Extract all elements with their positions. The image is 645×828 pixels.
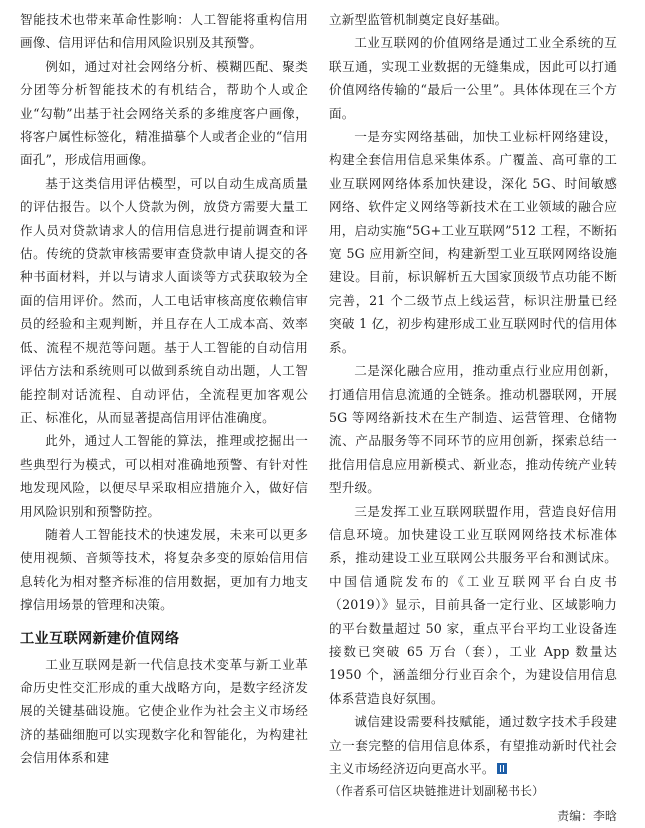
author-note: （作者系可信区块链推进计划副秘书长） (329, 784, 545, 799)
paragraph: 立新型监管机制奠定良好基础。 (329, 12, 508, 27)
paragraph: 例如，通过对社会网络分析、模糊匹配、聚类分团等分析智能技术的有机结合，帮助个人或企业“勾勒”出基于社会网络关系的多维度客户画像，将客户属性标签化，精准描摹个人或者企业的“信用面孔”，形成信用画像。 (20, 58, 308, 168)
paragraph: 二是深化融合应用，推动重点行业应用创新，打通信用信息流通的全链条。推动机器联网，开展 5G 等网络新技术在生产制造、运营管理、仓储物流、产品服务等不同环节的应用创新，探索总结一批信用信息应用新模式、新业态，推动传统产业转型升级。 (329, 363, 617, 496)
paragraph: 基于这类信用评估模型，可以自动生成高质量的评估报告。以个人贷款为例，放贷方需要大量工作人员对贷款请求人的信用信息进行提前调查和评估。传统的贷款审核需要审查贷款申请人提交的各种书面材料，并以与请求人面谈等方式获取较为全面的信用评价。然而，人工电话审核高度依赖信审员的经验和主观判断，并且存在人工成本高、效率低、流程不规范等问题。基于人工智能的自动信用评估方法和系统则可以做到系统自动出题，人工智能控制对话流程、自动评估，全流程更加客观公正、标准化，从而显著提高信用评估准确度。 (20, 175, 308, 425)
closing-paragraph (329, 710, 617, 780)
paragraph: 此外，通过人工智能的算法，推理或挖掘出一些典型行为模式，可以相对准确地预警、有针对性地发现风险，以便尽早采取相应措施介入，做好信用风险识别和预警防控。 (20, 433, 308, 519)
paragraph: 工业互联网是新一代信息技术变革与新工业革命历史性交汇形成的重大战略方向，是数字经济发展的关键基础设施。它使企业作为社会主义市场经济的基础细胞可以实现数字化和智能化，为构建社会信用体系和建 (20, 656, 308, 766)
paragraph: 工业互联网的价值网络是通过工业全系统的互联互通，实现工业数据的无缝集成，因此可以打通价值网络传输的“最后一公里”。具体体现在三个方面。 (329, 35, 617, 121)
editor-credit: 责编：李晗 (557, 809, 617, 824)
paragraph: 随着人工智能技术的快速发展，未来可以更多使用视频、音频等技术，将复杂多变的原始信用信息转化为相对整齐标准的信用数据，更加有力地支撑信用场景的管理和决策。 (20, 526, 308, 613)
closing-text: 诚信建设需要科技赋能，通过数字技术手段建立一套完整的信用信息体系，有望推动新时代社会主义市场经济迈向更高水平。 (329, 714, 617, 776)
end-of-article-mark-icon (497, 763, 507, 774)
right-column (329, 8, 617, 828)
left-column (20, 8, 308, 770)
paragraph: 智能技术也带来革命性影响：人工智能将重构信用画像、信用评估和信用风险识别及其预警。 (20, 12, 308, 51)
paragraph: 三是发挥工业互联网联盟作用，营造良好信用信息环境。加快建设工业互联网网络技术标准体系，推动建设工业互联网公共服务平台和测试床。中国信通院发布的《工业互联网平台白皮书（2019）》显示，目前具备一定行业、区域影响力的平台数量超过 50 家，重点平台平均工业设备连接数已突破 65 万台（套），工业 App 数量达 1950 个，涵盖细分行业百余个，为建设信用信息体系营造良好氛围。 (329, 503, 617, 706)
paragraph: 一是夯实网络基础，加快工业标杆网络建设，构建全套信用信息采集体系。广覆盖、高可靠的工业互联网网络体系加快建设，深化 5G、时间敏感网络、软件定义网络等新技术在工业领域的融合应用，启动实施“5G+工业互联网”512 工程，不断拓宽 5G 应用新空间，构建新型工业互联网网络设施建设。目前，标识解析五大国家顶级节点功能不断完善，21 个二级节点上线运营，标识注册量已经突破 1 亿，初步构建形成工业互联网时代的信用体系。 (329, 129, 617, 355)
section-heading: 工业互联网新建价值网络 (20, 630, 180, 647)
